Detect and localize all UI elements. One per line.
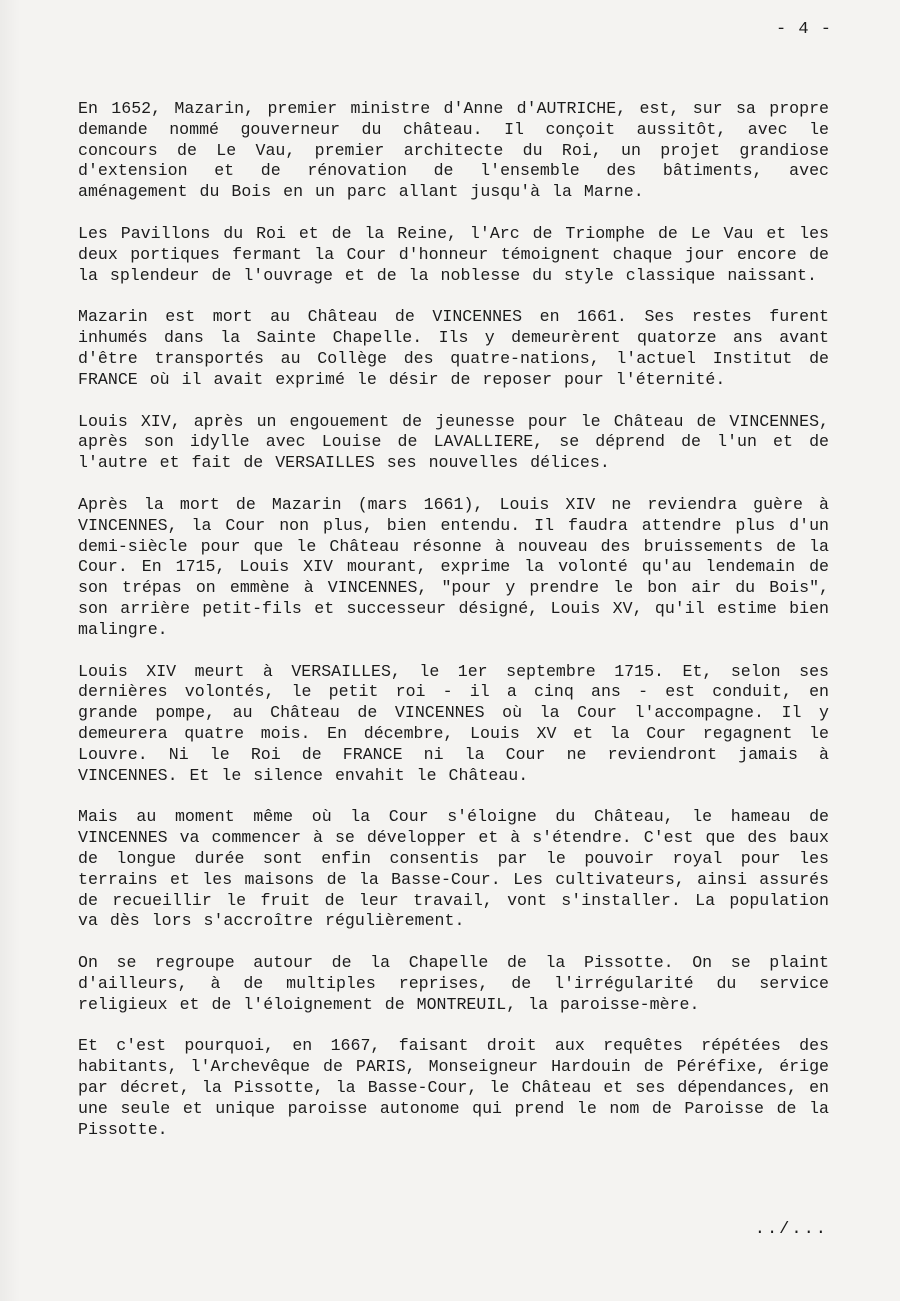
paragraph: Après la mort de Mazarin (mars 1661), Louis XIV ne reviendra guère à VINCENNES, la Cour non plus, bien entendu. Il faudra attendre plus d'un demi-siècle pour que le Château résonne à nouveau des bruissements de la Cour. En 1715, Louis XIV mourant, exprime la volonté qu'au lendemain de son trépas on emmène à VINCENNES, "pour y prendre le bon air du Bois", son arrière petit-fils et successeur désigné, Louis XV, qu'il estime bien malingre. bbox=[78, 494, 829, 639]
paragraph: Louis XIV, après un engouement de jeunesse pour le Château de VINCENNES, après son idylle avec Louise de LAVALLIERE, se déprend de l'un et de l'autre et fait de VERSAILLES ses nouvelles délices. bbox=[78, 411, 829, 473]
body-text bbox=[78, 99, 829, 1161]
paragraph: Mais au moment même où la Cour s'éloigne du Château, le hameau de VINCENNES va commencer à se développer et à s'étendre. C'est que des baux de longue durée sont enfin consentis par le pouvoir royal pour les terrains et les maisons de la Basse-Cour. Les cultivateurs, ainsi assurés de recueillir le fruit de leur travail, vont s'installer. La population va dès lors s'accroître régulièrement. bbox=[78, 807, 829, 931]
paragraph: En 1652, Mazarin, premier ministre d'Anne d'AUTRICHE, est, sur sa propre demande nommé gouverneur du château. Il conçoit aussitôt, avec le concours de Le Vau, premier architecte du Roi, un projet grandiose d'extension et de rénovation de l'ensemble des bâtiments, avec aménagement du Bois en un parc allant jusqu'à la Marne. bbox=[78, 99, 829, 202]
paragraph: On se regroupe autour de la Chapelle de la Pissotte. On se plaint d'ailleurs, à de multiples reprises, de l'irrégularité du service religieux et de l'éloignement de MONTREUIL, la paroisse-mère. bbox=[78, 953, 829, 1014]
paragraph: Mazarin est mort au Château de VINCENNES en 1661. Ses restes furent inhumés dans la Sainte Chapelle. Ils y demeurèrent quatorze ans avant d'être transportés au Collège des quatre-nations, l'actuel Institut de FRANCE où il avait exprimé le désir de reposer pour l'éternité. bbox=[78, 307, 829, 389]
page-number: - 4 - bbox=[775, 20, 832, 39]
paragraph: Et c'est pourquoi, en 1667, faisant droit aux requêtes répétées des habitants, l'Archevêque de PARIS, Monseigneur Hardouin de Péréfixe, érige par décret, la Pissotte, la Basse-Cour, le Château et ses dépendances, en une seule et unique paroisse autonome qui prend le nom de Paroisse de la Pissotte. bbox=[78, 1036, 829, 1139]
continuation-mark: ../... bbox=[754, 1220, 828, 1239]
paragraph: Louis XIV meurt à VERSAILLES, le 1er septembre 1715. Et, selon ses dernières volontés, le petit roi - il a cinq ans - est conduit, en grande pompe, au Château de VINCENNES où la Cour l'accompagne. Il y demeurera quatre mois. En décembre, Louis XV et la Cour regagnent le Louvre. Ni le Roi de FRANCE ni la Cour ne reviendront jamais à VINCENNES. Et le silence envahit le Château. bbox=[78, 661, 829, 785]
paragraph: Les Pavillons du Roi et de la Reine, l'Arc de Triomphe de Le Vau et les deux portiques fermant la Cour d'honneur témoignent chaque jour encore de la splendeur de l'ouvrage et de la noblesse du style classique naissant. bbox=[78, 223, 829, 285]
